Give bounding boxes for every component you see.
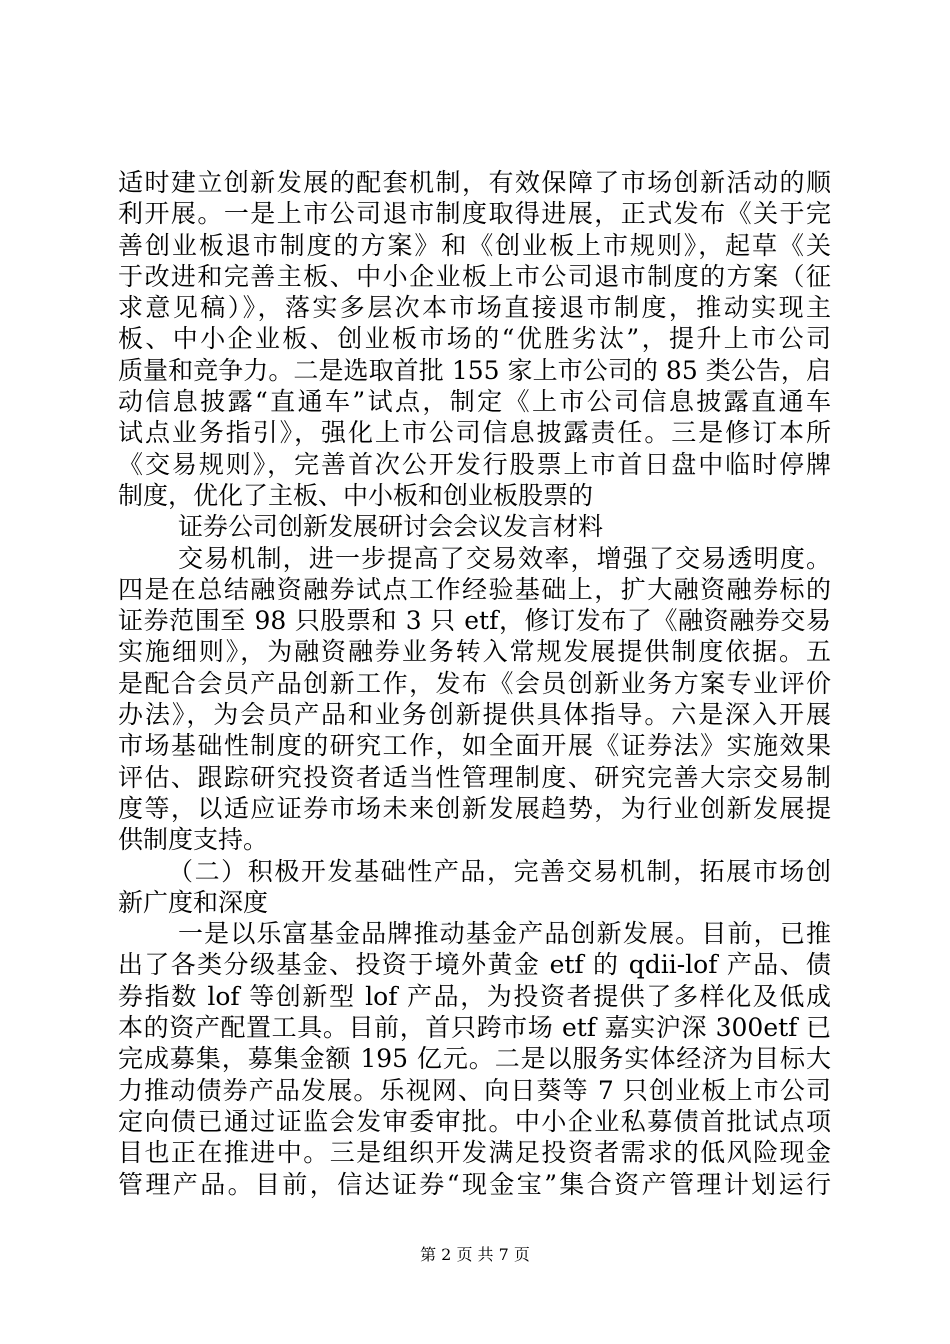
subheading-line: （二）积极开发基础性产品，完善交易机制，拓展市场创 bbox=[168, 856, 831, 886]
text-line: 是配合会员产品创新工作，发布《会员创新业务方案专业评价 bbox=[118, 668, 831, 698]
text-line: 善创业板退市制度的方案》和《创业板上市规则》，起草《关 bbox=[118, 230, 831, 260]
text-line: 目也正在推进中。三是组织开发满足投资者需求的低风险现金 bbox=[118, 1138, 831, 1168]
text-line: 于改进和完善主板、中小企业板上市公司退市制度的方案（征 bbox=[118, 261, 831, 291]
body-text bbox=[118, 167, 831, 1200]
text-line: 本的资产配置工具。目前，首只跨市场 etf 嘉实沪深 300etf 已 bbox=[118, 1013, 831, 1043]
text-line: 出了各类分级基金、投资于境外黄金 etf 的 qdii-lof 产品、债 bbox=[118, 950, 831, 980]
text-line: 评估、跟踪研究投资者适当性管理制度、研究完善大宗交易制 bbox=[118, 762, 831, 792]
text-line: 质量和竞争力。二是选取首批 155 家上市公司的 85 类公告，启 bbox=[118, 355, 831, 385]
text-line: 动信息披露“直通车”试点，制定《上市公司信息披露直通车 bbox=[118, 387, 831, 417]
text-line: 度等，以适应证券市场未来创新发展趋势，为行业创新发展提 bbox=[118, 793, 831, 823]
text-line: 制度，优化了主板、中小板和创业板股票的 bbox=[118, 480, 594, 510]
text-line: 试点业务指引》，强化上市公司信息披露责任。三是修订本所 bbox=[118, 418, 831, 448]
text-line: 定向债已通过证监会发审委审批。中小企业私募债首批试点项 bbox=[118, 1106, 831, 1136]
text-line: 供制度支持。 bbox=[118, 825, 269, 855]
text-line: 市场基础性制度的研究工作，如全面开展《证券法》实施效果 bbox=[118, 731, 831, 761]
page-number-footer: 第 2 页 共 7 页 bbox=[420, 1245, 530, 1264]
text-line: 《交易规则》，完善首次公开发行股票上市首日盘中临时停牌 bbox=[118, 449, 831, 479]
text-line: 证券范围至 98 只股票和 3 只 etf，修订发布了《融资融券交易 bbox=[118, 606, 831, 636]
text-line: 利开展。一是上市公司退市制度取得进展，正式发布《关于完 bbox=[118, 199, 831, 229]
text-line: 管理产品。目前，信达证券“现金宝”集合资产管理计划运行 bbox=[118, 1169, 831, 1199]
text-line: 板、中小企业板、创业板市场的“优胜劣汰”，提升上市公司 bbox=[118, 324, 831, 354]
text-line: 求意见稿）》，落实多层次本市场直接退市制度，推动实现主 bbox=[118, 293, 831, 323]
section-title-line: 证券公司创新发展研讨会会议发言材料 bbox=[178, 512, 604, 542]
text-line: 四是在总结融资融券试点工作经验基础上，扩大融资融券标的 bbox=[118, 574, 831, 604]
text-line: 办法》，为会员产品和业务创新提供具体指导。六是深入开展 bbox=[118, 700, 831, 730]
text-line: 券指数 lof 等创新型 lof 产品，为投资者提供了多样化及低成 bbox=[118, 981, 831, 1011]
text-line: 交易机制，进一步提高了交易效率，增强了交易透明度。 bbox=[178, 543, 831, 573]
text-line: 完成募集，募集金额 195 亿元。二是以服务实体经济为目标大 bbox=[118, 1044, 831, 1074]
text-line: 实施细则》，为融资融券业务转入常规发展提供制度依据。五 bbox=[118, 637, 831, 667]
text-line: 一是以乐富基金品牌推动基金产品创新发展。目前，已推 bbox=[178, 919, 831, 949]
subheading-line: 新广度和深度 bbox=[118, 887, 269, 917]
text-line: 适时建立创新发展的配套机制，有效保障了市场创新活动的顺 bbox=[118, 168, 831, 197]
text-line: 力推动债券产品发展。乐视网、向日葵等 7 只创业板上市公司 bbox=[118, 1075, 831, 1105]
